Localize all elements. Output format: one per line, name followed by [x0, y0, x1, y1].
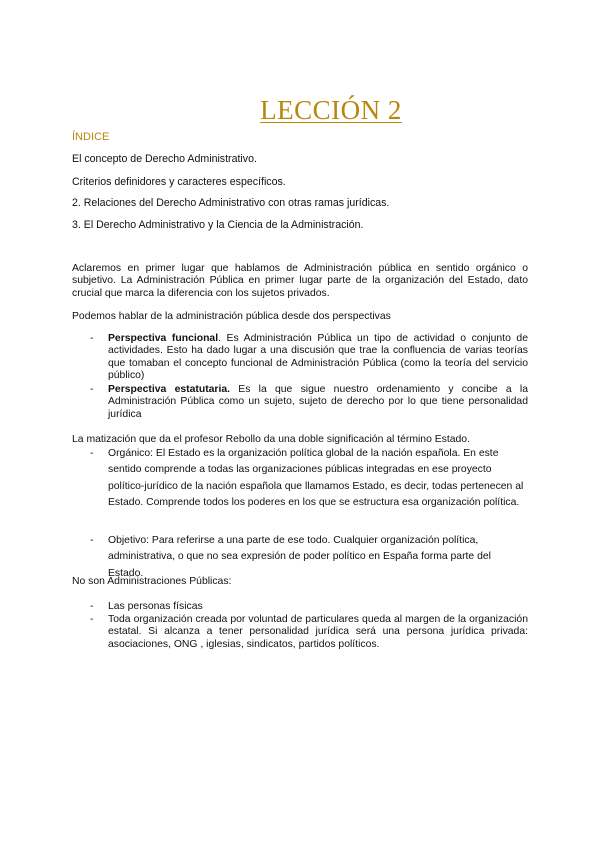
not-public-item: Las personas físicas [108, 601, 203, 612]
perspective-label: Perspectiva funcional [108, 333, 219, 344]
not-public-item: Toda organización creada por voluntad de particulares queda al margen de la organización estatal. Si alcanza a tener personalidad jurídica será una persona jurídica privada: asociaciones, ONG , iglesias, sindicatos, partidos políticos. [108, 614, 528, 650]
bullet-dash: - [90, 614, 94, 625]
perspective-label: Perspectiva estatutaria. [108, 384, 231, 395]
perspective-statutory [108, 384, 528, 421]
perspective-functional [108, 333, 528, 383]
not-public-intro: No son Administraciones Públicas: [72, 576, 232, 587]
index-heading: ÍNDICE [72, 131, 110, 143]
bullet-dash: - [90, 535, 94, 546]
state-intro: La matización que da el profesor Rebollo da una doble significación al término Estado. [72, 434, 470, 445]
perspectives-intro: Podemos hablar de la administración pública desde dos perspectivas [72, 311, 391, 322]
state-meaning-organic: Orgánico: El Estado es la organización política global de la nación española. En este sentido comprende a todas las organizaciones públicas integradas en ese proyecto político-jurídico de la nación española que llamamos Estado, es decir, todas pertenecen al Estado. Comprende todos los poderes en los que se estructura esa organización política. [108, 448, 524, 508]
perspective-text: Es la que sigue nuestro ordenamiento y concibe a la Administración Pública como un sujeto, sujeto de derecho por lo que tiene personalidad jurídica [108, 384, 528, 420]
bullet-dash: - [90, 601, 94, 612]
bullet-dash: - [90, 333, 94, 344]
bullet-dash: - [90, 384, 94, 395]
index-item: 2. Relaciones del Derecho Administrativo con otras ramas jurídicas. [72, 197, 390, 209]
perspective-text: . Es Administración Pública un tipo de actividad o conjunto de actividades. Esto ha dado lugar a una discusión que trae la confluencia de varias teorías que tomaban el concepto funcional de Administración Pública (como la teoría del servicio público) [108, 333, 528, 382]
intro-paragraph: Aclaremos en primer lugar que hablamos de Administración pública en sentido orgánico o subjetivo. La Administración Pública en primer lugar parte de la organización del Estado, dato crucial que marca la diferencia con los sujetos privados. [72, 263, 528, 299]
index-item: 3. El Derecho Administrativo y la Ciencia de la Administración. [72, 219, 364, 231]
index-item: El concepto de Derecho Administrativo. [72, 153, 257, 165]
state-meaning-objective: Objetivo: Para referirse a una parte de ese todo. Cualquier organización política, administrativa, o que no sea expresión de poder político en España forma parte del Estado. [108, 535, 491, 579]
bullet-dash: - [90, 448, 94, 459]
index-item: Criterios definidores y caracteres específicos. [72, 176, 286, 188]
lesson-title: LECCIÓN 2 [260, 95, 402, 125]
